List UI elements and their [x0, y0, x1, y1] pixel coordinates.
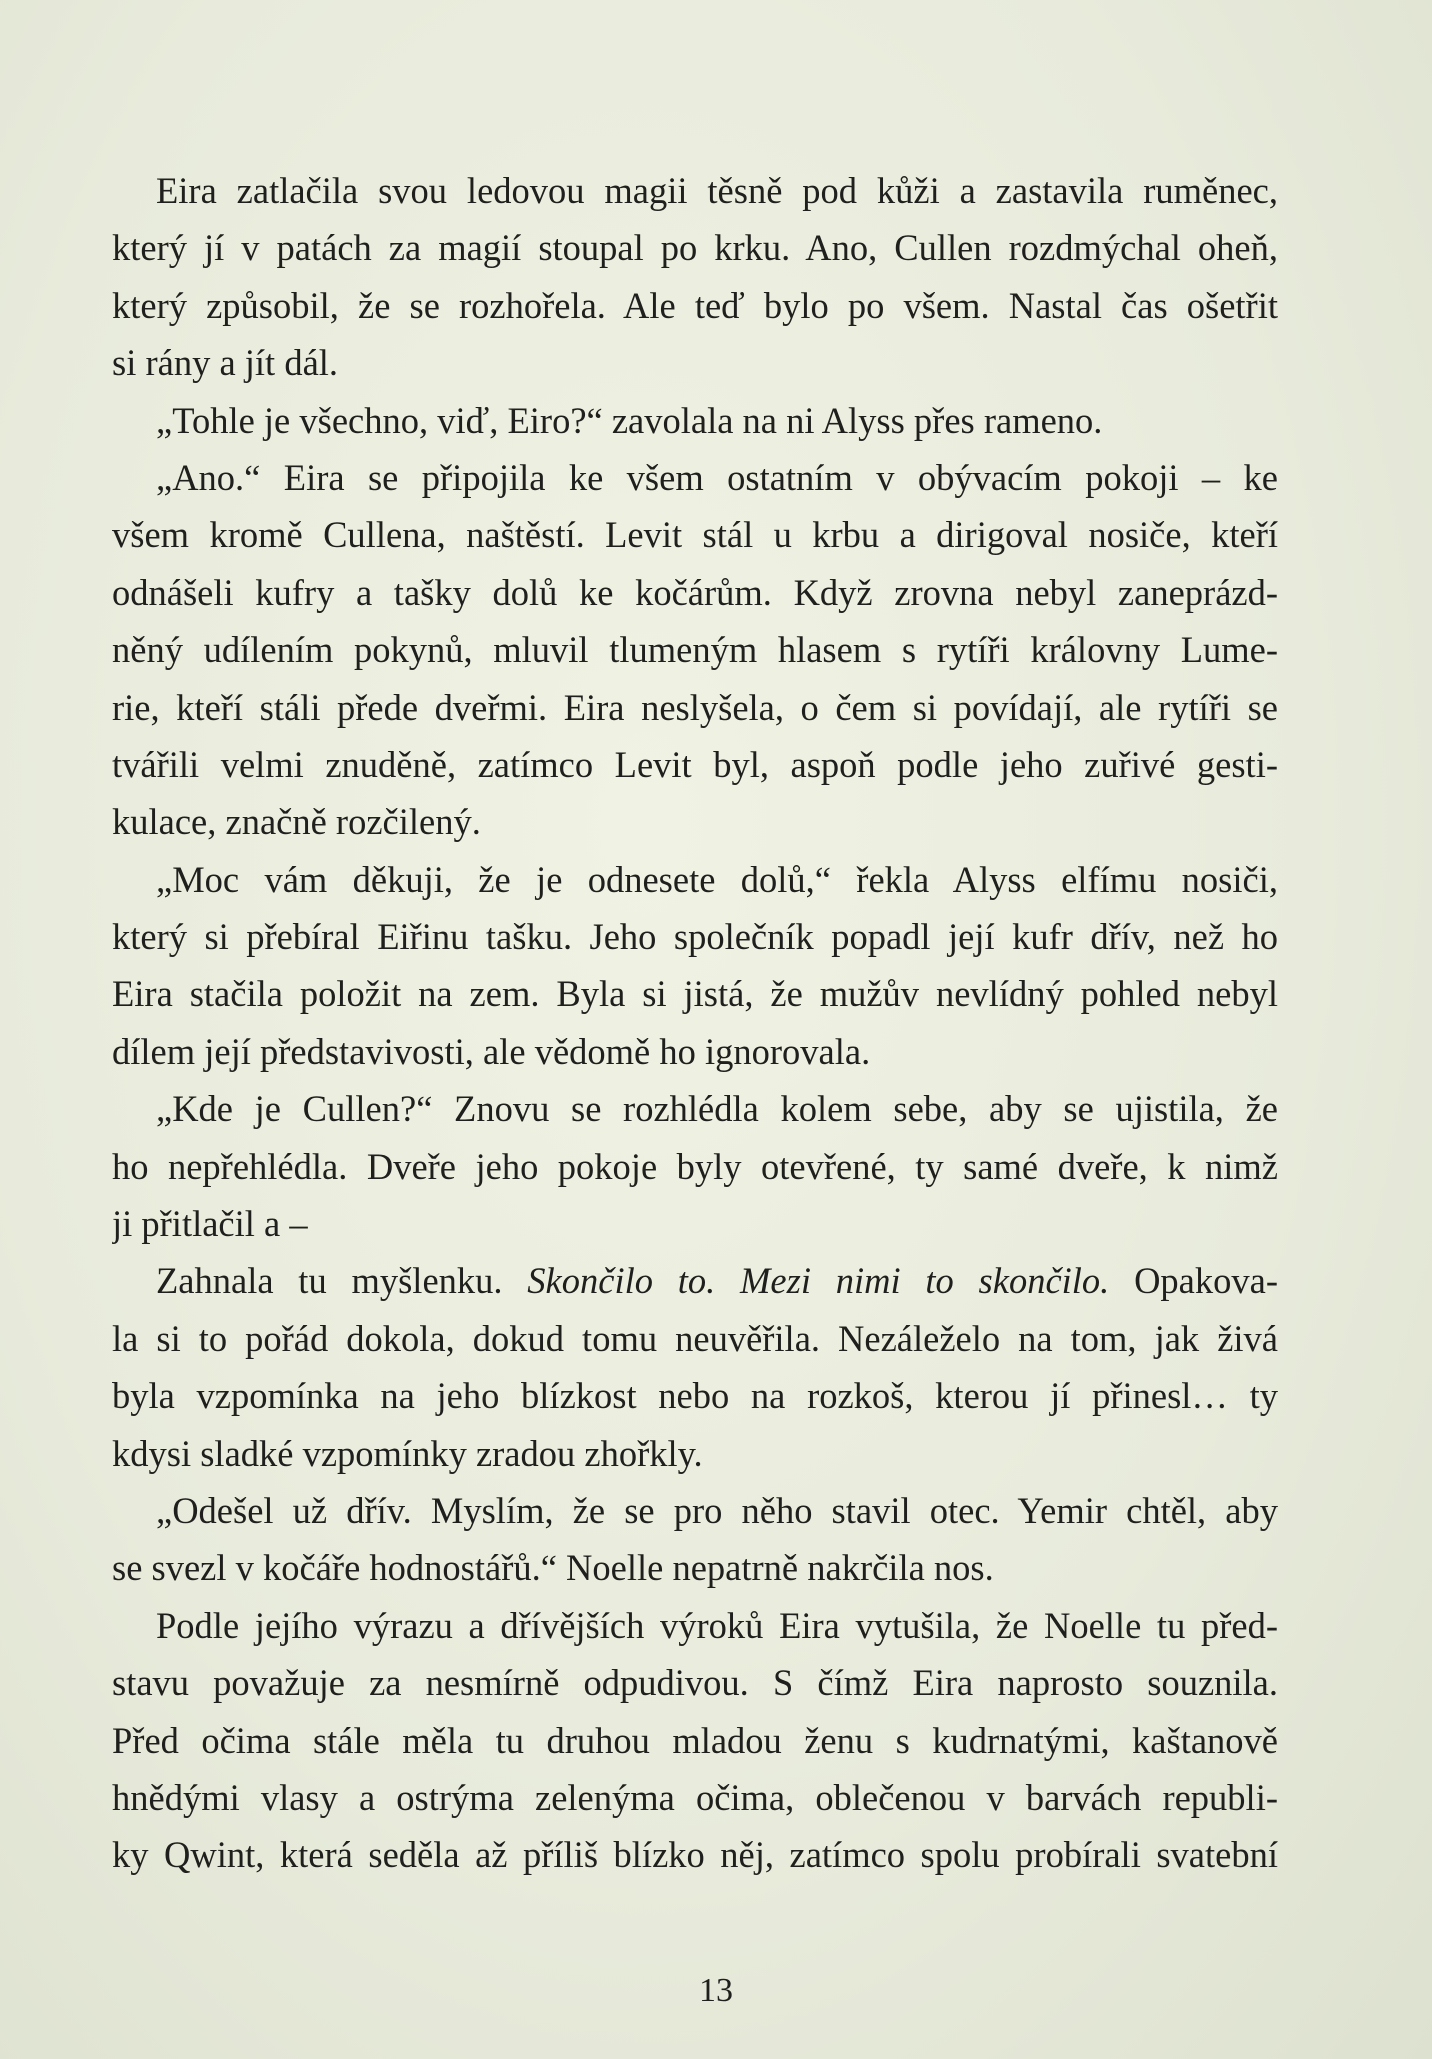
text-line: „Ano.“ Eira se připojila ke všem ostatním v obývacím pokoji – ke [156, 456, 1278, 498]
text-line: který způsobil, že se rozhořela. Ale teď bylo po všem. Nastal čas ošetřit [112, 284, 1278, 326]
text-line: dílem její představivosti, ale vědomě ho ignorovala. [112, 1030, 871, 1072]
text-line: něný udílením pokynů, mluvil tlumeným hlasem s rytíři královny Lume- [112, 629, 1278, 671]
text-line: Zahnala tu myšlenku. Skončilo to. Mezi nimi to skončilo. Opakova- [156, 1260, 1278, 1302]
text-line: všem kromě Cullena, naštěstí. Levit stál u krbu a dirigoval nosiče, kteří [112, 514, 1278, 556]
body-text [112, 162, 1278, 1884]
text-line: odnášeli kufry a tašky dolů ke kočárům. Když zrovna nebyl zaneprázd- [112, 571, 1278, 613]
text-line: la si to pořád dokola, dokud tomu neuvěřila. Nezáleželo na tom, jak živá [112, 1317, 1278, 1359]
text-line: „Moc vám děkuji, že je odnesete dolů,“ řekla Alyss elfímu nosiči, [156, 858, 1278, 900]
text-line: se svezl v kočáře hodnostářů.“ Noelle nepatrně nakrčila nos. [112, 1547, 994, 1589]
page-number: 13 [699, 1972, 733, 2009]
text-line: hnědými vlasy a ostrýma zelenýma očima, oblečenou v barvách republi- [112, 1776, 1278, 1818]
text-line: kdysi sladké vzpomínky zradou zhořkly. [112, 1432, 703, 1474]
text-line: „Tohle je všechno, viď, Eiro?“ zavolala na ni Alyss přes rameno. [156, 399, 1103, 441]
text-line: ji přitlačil a – [112, 1203, 308, 1245]
text-line: který jí v patách za magií stoupal po krku. Ano, Cullen rozdmýchal oheň, [112, 227, 1278, 269]
text-line: Eira zatlačila svou ledovou magii těsně pod kůži a zastavila ruměnec, [156, 170, 1278, 211]
text-line: Před očima stále měla tu druhou mladou ženu s kudrnatými, kaštanově [112, 1719, 1278, 1761]
text-line: byla vzpomínka na jeho blízkost nebo na rozkoš, kterou jí přinesl… ty [112, 1375, 1278, 1417]
italic-thought: Skončilo to. Mezi nimi to skončilo. [527, 1260, 1110, 1302]
text-line: si rány a jít dál. [112, 342, 339, 384]
text-line: kulace, značně rozčilený. [112, 801, 481, 843]
text-line: ky Qwint, která seděla až příliš blízko něj, zatímco spolu probírali svatební [112, 1834, 1278, 1876]
text-line: Eira stačila položit na zem. Byla si jistá, že mužův nevlídný pohled nebyl [112, 973, 1278, 1015]
text-line: rie, kteří stáli přede dveřmi. Eira neslyšela, o čem si povídají, ale rytíři se [112, 686, 1278, 728]
text-line: ho nepřehlédla. Dveře jeho pokoje byly otevřené, ty samé dveře, k nimž [112, 1145, 1278, 1187]
text-line: Podle jejího výrazu a dřívějších výroků Eira vytušila, že Noelle tu před- [156, 1604, 1278, 1646]
text-line: „Kde je Cullen?“ Znovu se rozhlédla kolem sebe, aby se ujistila, že [156, 1088, 1278, 1130]
text-line: tvářili velmi znuděně, zatímco Levit byl, aspoň podle jeho zuřivé gesti- [112, 743, 1278, 785]
text-line: který si přebíral Eiřinu tašku. Jeho společník popadl její kufr dřív, než ho [112, 916, 1278, 958]
text-line: stavu považuje za nesmírně odpudivou. S čímž Eira naprosto souznila. [112, 1662, 1278, 1704]
text-line: „Odešel už dřív. Myslím, že se pro něho stavil otec. Yemir chtěl, aby [156, 1489, 1278, 1531]
